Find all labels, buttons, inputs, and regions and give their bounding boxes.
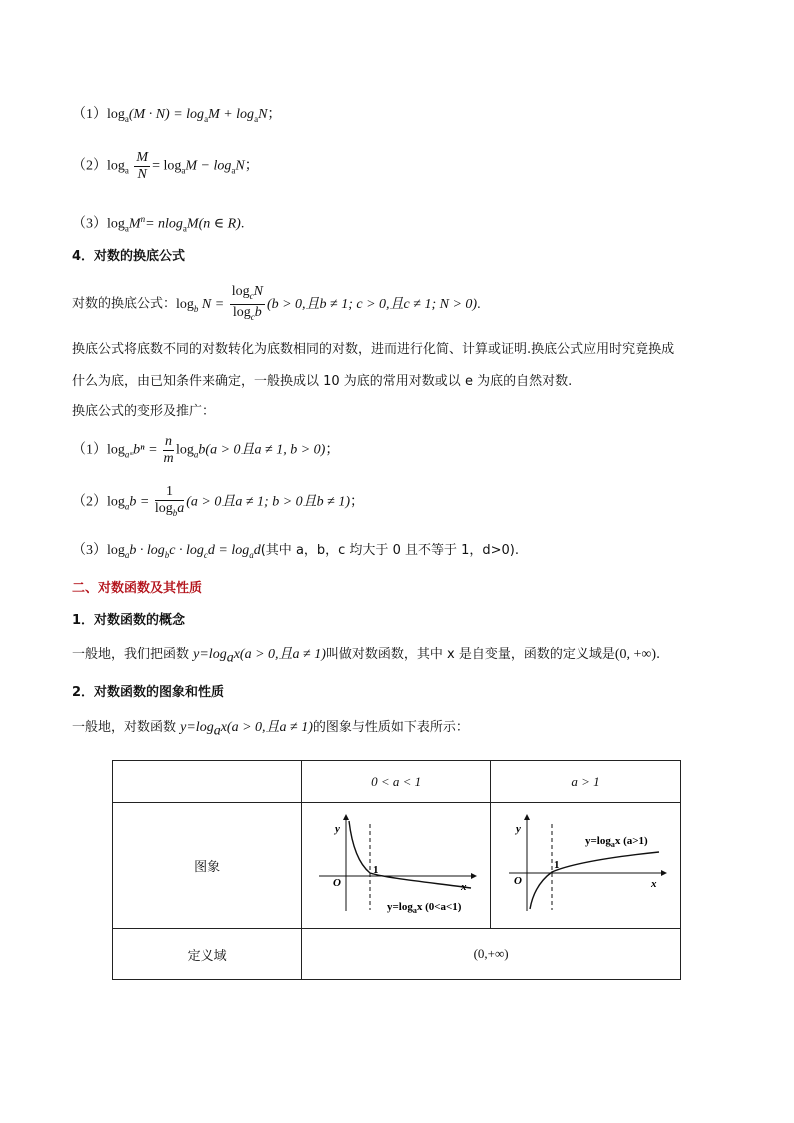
formula-part: d — [253, 543, 261, 558]
caption-part: x (0<a<1) — [416, 901, 462, 913]
formula-part: d = log — [207, 543, 250, 558]
variant-formula-2 — [72, 484, 364, 521]
item-number: （2） — [72, 158, 107, 174]
x-axis-label: x — [461, 881, 467, 893]
table-row-domain — [113, 929, 681, 980]
log-base: b — [193, 303, 199, 314]
formula-part: x(a > 0,且a ≠ 1) — [220, 720, 313, 735]
curve-caption — [585, 835, 648, 849]
table-header-row — [113, 761, 681, 803]
section-title: 2．对数函数的图象和性质 — [72, 685, 225, 700]
x-axis-label: x — [650, 878, 657, 890]
fraction-denominator: m — [163, 451, 174, 466]
tick-one-label: 1 — [373, 864, 379, 876]
formula-part: (M · N) = log — [128, 107, 205, 122]
punctuation: ； — [244, 158, 259, 174]
log-base: a — [254, 113, 259, 124]
formula-part: bⁿ = — [133, 442, 158, 458]
punctuation: . — [656, 647, 661, 662]
log-base: a — [204, 113, 209, 124]
text: 的图象与性质如下表所示： — [312, 720, 469, 735]
item-number: （1） — [72, 107, 107, 122]
row-label-graph: 图象 — [113, 803, 302, 929]
log-text: log — [232, 304, 251, 320]
formula-part: a — [177, 501, 185, 516]
property-product-formula — [72, 106, 281, 128]
log-base: c — [250, 311, 255, 322]
log-base: a — [249, 549, 254, 560]
log-function-properties-table — [112, 760, 681, 980]
punctuation: ； — [325, 442, 340, 458]
domain-value-cell: (0,+∞) — [302, 929, 681, 980]
log-base: c — [203, 549, 208, 560]
log-text: log — [154, 501, 173, 516]
punctuation: ； — [349, 494, 364, 510]
formula-part: b · log — [129, 543, 165, 558]
formula-part: M — [128, 216, 141, 232]
log-text: log — [107, 494, 125, 510]
graph-cell-case-1 — [302, 803, 491, 929]
header-case-a-greater-than-1: a > 1 — [491, 761, 681, 803]
log-text: log — [107, 158, 125, 174]
fraction — [230, 284, 265, 325]
log-text: log — [176, 296, 194, 312]
log-text: log — [107, 107, 125, 122]
formula-part: y=log — [193, 647, 227, 662]
log-graph-increasing — [501, 806, 671, 921]
item-number: （2） — [72, 494, 107, 510]
log-base: a — [124, 501, 130, 512]
section-title: 4．对数的换底公式 — [72, 249, 186, 264]
log-base: c — [249, 290, 254, 301]
caption-part: y=log — [584, 835, 611, 847]
graph-intro-paragraph — [72, 719, 469, 741]
caption-sub: a — [412, 906, 417, 915]
fraction — [155, 484, 184, 521]
exponent: n — [140, 214, 146, 224]
domain-value: (0, +∞) — [614, 647, 657, 662]
origin-label: O — [333, 877, 342, 889]
log-text: log — [231, 284, 250, 299]
log-base: a — [124, 223, 129, 234]
paragraph-line: 换底公式将底数不同的对数转化为底数相同的对数，进而进行化简、计算或证明.换底公式应用时究竟换成 — [72, 342, 675, 357]
formula-part: M − log — [185, 158, 232, 174]
log-base: a — [231, 165, 236, 176]
log-base: a — [182, 223, 187, 234]
tick-one-label: 1 — [553, 859, 560, 871]
property-power-formula — [72, 210, 244, 237]
section-title: 1．对数函数的概念 — [72, 613, 186, 628]
formula-part: N = — [201, 296, 225, 312]
formula-label: 对数的换底公式： — [72, 296, 177, 312]
y-axis-label: y — [515, 823, 521, 835]
variant-formula-3 — [72, 542, 519, 564]
formula-part: N — [253, 284, 263, 299]
item-number: （3） — [72, 216, 107, 232]
punctuation: . — [477, 296, 481, 312]
row-label-domain: 定义域 — [113, 929, 302, 980]
formula-part: b — [254, 304, 262, 320]
table-row-graph — [113, 803, 681, 929]
formula-part: y=log — [180, 720, 214, 735]
fraction-numerator: n — [165, 434, 173, 449]
formula-part: x(a > 0,且a ≠ 1) — [233, 647, 326, 662]
formula-condition: (a > 0且a ≠ 1; b > 0且b ≠ 1) — [186, 494, 350, 510]
change-of-base-formula — [72, 284, 481, 325]
punctuation: . — [240, 216, 245, 232]
table-corner-cell — [113, 761, 302, 803]
log-text: log — [107, 216, 125, 232]
text: 一般地，我们把函数 — [72, 647, 194, 662]
formula-part: N — [258, 107, 268, 122]
paragraph-line: 什么为底，由已知条件来确定，一般换成以 10 为底的常用对数或以 e 为底的自然对数. — [72, 374, 573, 389]
fraction — [163, 434, 174, 467]
formula-part: = log — [152, 158, 182, 174]
y-axis-label: y — [335, 823, 341, 835]
log-base: a — [193, 449, 199, 460]
header-case-a-less-than-1: 0 < a < 1 — [302, 761, 491, 803]
log-text: log — [176, 442, 194, 458]
log-text: log — [107, 543, 125, 558]
log-base: a — [213, 723, 221, 739]
formula-part: b = — [129, 494, 150, 510]
concept-paragraph — [72, 646, 660, 668]
fraction — [134, 150, 150, 183]
caption-part: x (a>1) — [614, 835, 648, 847]
variants-title: 换底公式的变形及推广： — [72, 404, 216, 419]
caption-part: y=log — [387, 901, 413, 913]
item-number: （1） — [72, 442, 107, 458]
punctuation: ； — [267, 107, 282, 122]
fraction-numerator: 1 — [155, 484, 184, 501]
formula-part: c · log — [169, 543, 204, 558]
formula-part: = nlog — [145, 216, 183, 232]
variant-formula-1 — [72, 434, 339, 467]
formula-part: N — [235, 158, 245, 174]
log-graph-decreasing — [311, 806, 481, 921]
text: 一般地，对数函数 — [72, 720, 181, 735]
log-base: b — [172, 507, 178, 518]
log-base: a — [181, 165, 186, 176]
formula-part: M + log — [208, 107, 255, 122]
log-base: a — [226, 650, 234, 666]
caption-sub: a — [610, 840, 615, 849]
formula-condition: (b > 0,且b ≠ 1; c > 0,且c ≠ 1; N > 0) — [266, 296, 478, 312]
log-base: b — [164, 549, 170, 560]
log-base: a — [124, 113, 129, 124]
fraction-numerator: M — [136, 150, 149, 165]
part-title: 二、对数函数及其性质 — [72, 581, 203, 596]
text: 叫做对数函数，其中 x 是自变量，函数的定义域是 — [325, 647, 615, 662]
curve-caption — [387, 901, 462, 915]
formula-part: b(a > 0且a ≠ 1, b > 0) — [198, 442, 326, 458]
graph-cell-case-2 — [491, 803, 681, 929]
property-quotient-formula — [72, 150, 259, 183]
log-text: log — [107, 442, 125, 458]
log-base: a — [124, 165, 129, 176]
formula-part: M(n ∈ R) — [186, 216, 241, 232]
fraction-denominator: N — [137, 167, 147, 182]
origin-label: O — [513, 875, 522, 887]
log-base: a — [124, 549, 130, 560]
log-base: aᵐ — [124, 449, 134, 460]
formula-condition: (其中 a，b，c 均大于 0 且不等于 1，d>0). — [260, 543, 519, 558]
item-number: （3） — [72, 543, 107, 558]
